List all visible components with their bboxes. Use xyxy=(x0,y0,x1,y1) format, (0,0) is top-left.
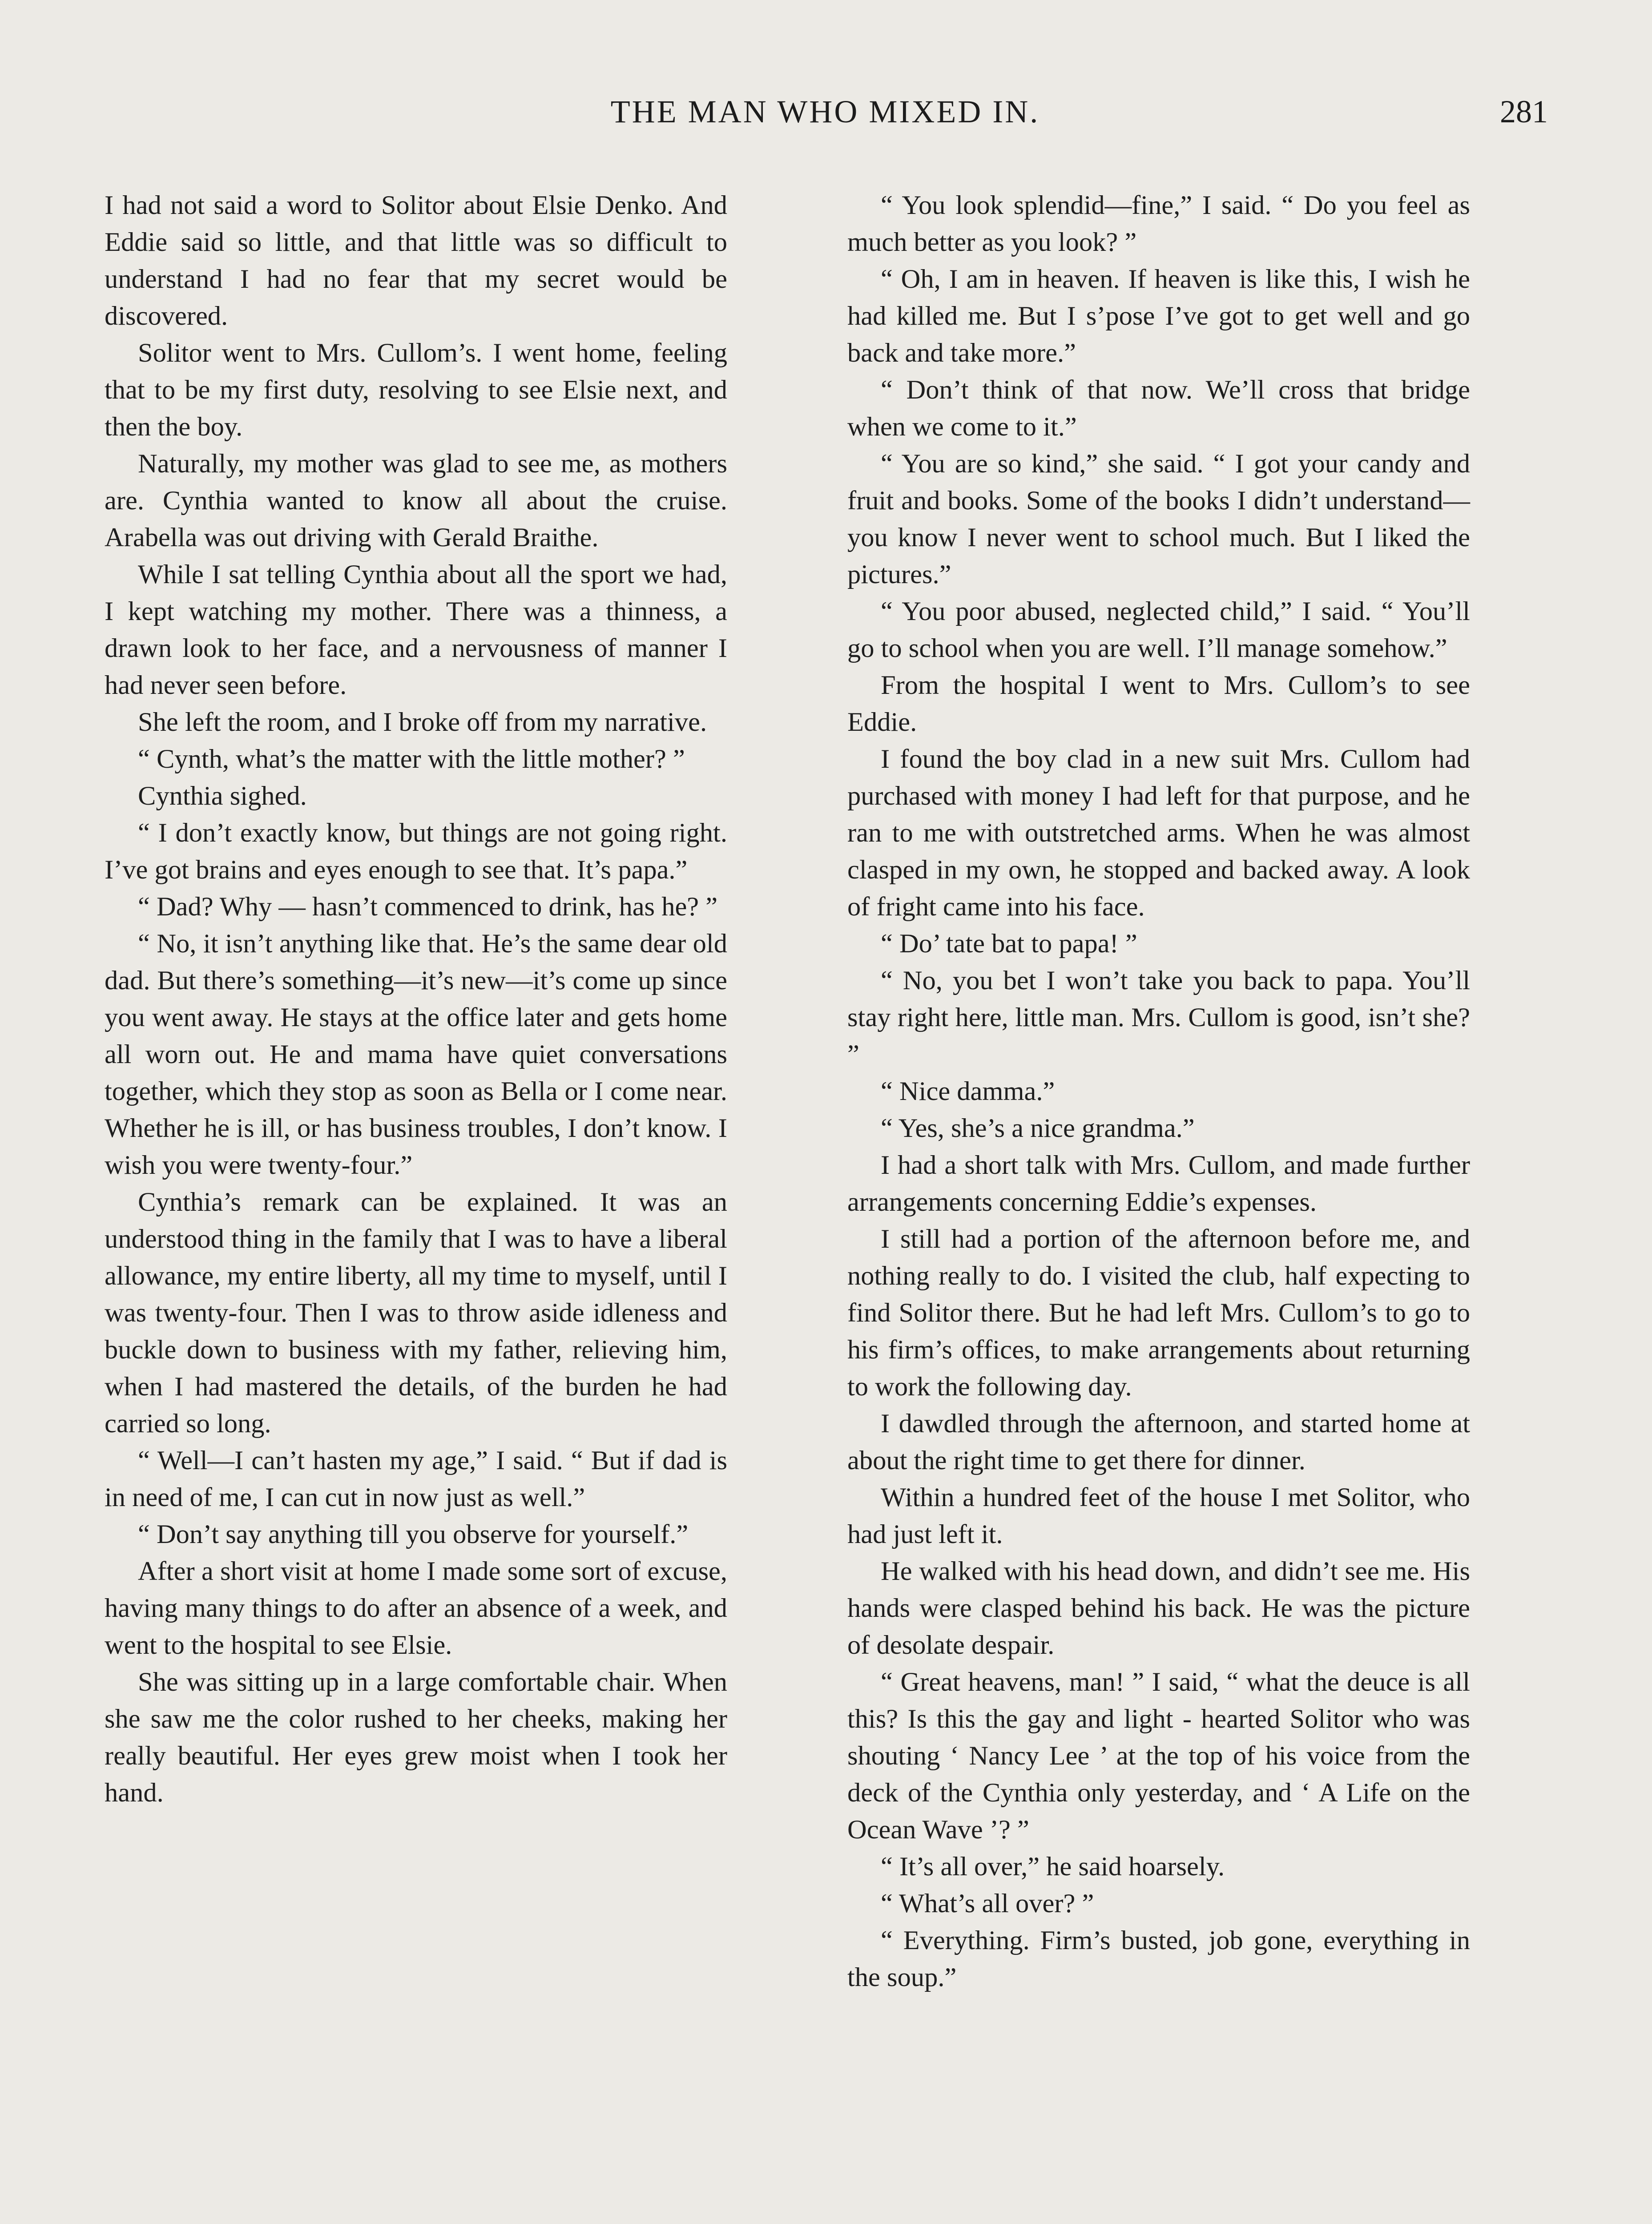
paragraph: “ You are so kind,” she said. “ I got your candy and fruit and books. Some of the books I didn’t understand—you know I never went to school much. But I liked the pictures.” xyxy=(847,449,1470,589)
left-column xyxy=(105,187,727,1811)
right-column xyxy=(847,187,1470,1996)
paragraph: “ Oh, I am in heaven. If heaven is like this, I wish he had killed me. But I s’pose I’ve got to get well and go back and take more.” xyxy=(847,264,1470,368)
paragraph: She left the room, and I broke off from my narrative. xyxy=(138,707,707,737)
paragraph: “ Everything. Firm’s busted, job gone, everything in the soup.” xyxy=(847,1926,1470,1992)
paragraph: “ Do’ tate bat to papa! ” xyxy=(881,929,1137,959)
running-title: THE MAN WHO MIXED IN. xyxy=(610,94,1040,129)
paragraph: “ Nice damma.” xyxy=(881,1076,1055,1106)
paragraph: Cynthia’s remark can be explained. It was an understood thing in the family that I was to have a liberal allowance, my entire liberty, all my time to myself, until I was twenty-four. Then I was to throw aside idleness and buckle down to business with my father, relieving him, when I had mastered the details, of the burden he had carried so long. xyxy=(105,1187,727,1438)
paragraph: I still had a portion of the afternoon before me, and nothing really to do. I visited the club, half expecting to find Solitor there. But he had left Mrs. Cullom’s to go to his firm’s offices, to make arrangements about returning to work the following day. xyxy=(847,1224,1470,1402)
paragraph: “ Yes, she’s a nice grandma.” xyxy=(881,1113,1195,1143)
paragraph: From the hospital I went to Mrs. Cullom’s to see Eddie. xyxy=(847,670,1470,737)
paragraph: After a short visit at home I made some sort of excuse, having many things to do after an absence of a week, and went to the hospital to see Elsie. xyxy=(105,1556,727,1660)
paragraph: “ You look splendid—fine,” I said. “ Do you feel as much better as you look? ” xyxy=(847,190,1470,257)
page-header xyxy=(102,93,1548,156)
paragraph: “ Don’t say anything till you observe for yourself.” xyxy=(138,1519,689,1549)
paragraph: “ No, you bet I won’t take you back to papa. You’ll stay right here, little man. Mrs. Cullom is good, isn’t she? ” xyxy=(847,966,1470,1069)
paragraph: He walked with his head down, and didn’t see me. His hands were clasped behind his back. He was the picture of desolate despair. xyxy=(847,1556,1470,1660)
paragraph: She was sitting up in a large comfortable chair. When she saw me the color rushed to her cheeks, making her really beautiful. Her eyes grew moist when I took her hand. xyxy=(105,1667,727,1808)
page-number: 281 xyxy=(1500,94,1548,129)
paragraph: “ No, it isn’t anything like that. He’s the same dear old dad. But there’s something—it’s new—it’s come up since you went away. He stays at the office later and gets home all worn out. He and mama have quiet conversations together, which they stop as soon as Bella or I come near. Whether he is ill, or has business troubles, I don’t know. I wish you were twenty-four.” xyxy=(105,929,727,1180)
paragraph: “ Cynth, what’s the matter with the little mother? ” xyxy=(138,744,685,774)
paragraph: Solitor went to Mrs. Cullom’s. I went home, feeling that to be my first duty, resolving to see Elsie next, and then the boy. xyxy=(105,338,727,442)
paragraph: “ What’s all over? ” xyxy=(881,1889,1094,1918)
paragraph: I had a short talk with Mrs. Cullom, and made further arrangements concerning Eddie’s expenses. xyxy=(847,1150,1470,1217)
paragraph: “ Well—I can’t hasten my age,” I said. “ But if dad is in need of me, I can cut in now just as well.” xyxy=(105,1446,727,1512)
paragraph: “ Great heavens, man! ” I said, “ what the deuce is all this? Is this the gay and light - hearted Solitor who was shouting ‘ Nancy Lee ’ at the top of his voice from the deck of the Cynthia only yesterday, and ‘ A Life on the Ocean Wave ’? ” xyxy=(847,1667,1470,1845)
paragraph: While I sat telling Cynthia about all the sport we had, I kept watching my mother. There was a thinness, a drawn look to her face, and a nervousness of manner I had never seen before. xyxy=(105,560,727,700)
paragraph: Naturally, my mother was glad to see me, as mothers are. Cynthia wanted to know all about the cruise. Arabella was out driving with Gerald Braithe. xyxy=(105,449,727,552)
paragraph: I found the boy clad in a new suit Mrs. Cullom had purchased with money I had left for that purpose, and he ran to me with outstretched arms. When he was almost clasped in my own, he stopped and backed away. A look of fright came into his face. xyxy=(847,744,1470,922)
paragraph: I dawdled through the afternoon, and started home at about the right time to get there for dinner. xyxy=(847,1409,1470,1475)
paragraph: I had not said a word to Solitor about Elsie Denko. And Eddie said so little, and that little was so difficult to understand I had no fear that my secret would be discovered. xyxy=(105,190,727,331)
paragraph: “ You poor abused, neglected child,” I said. “ You’ll go to school when you are well. I’ll manage somehow.” xyxy=(847,596,1470,663)
paragraph: “ It’s all over,” he said hoarsely. xyxy=(881,1852,1225,1882)
paragraph: “ I don’t exactly know, but things are not going right. I’ve got brains and eyes enough to see that. It’s papa.” xyxy=(105,818,727,885)
paragraph: Cynthia sighed. xyxy=(138,781,307,811)
paragraph: “ Dad? Why — hasn’t commenced to drink, has he? ” xyxy=(138,892,718,922)
paragraph: Within a hundred feet of the house I met Solitor, who had just left it. xyxy=(847,1483,1470,1549)
paragraph: “ Don’t think of that now. We’ll cross that bridge when we come to it.” xyxy=(847,375,1470,442)
